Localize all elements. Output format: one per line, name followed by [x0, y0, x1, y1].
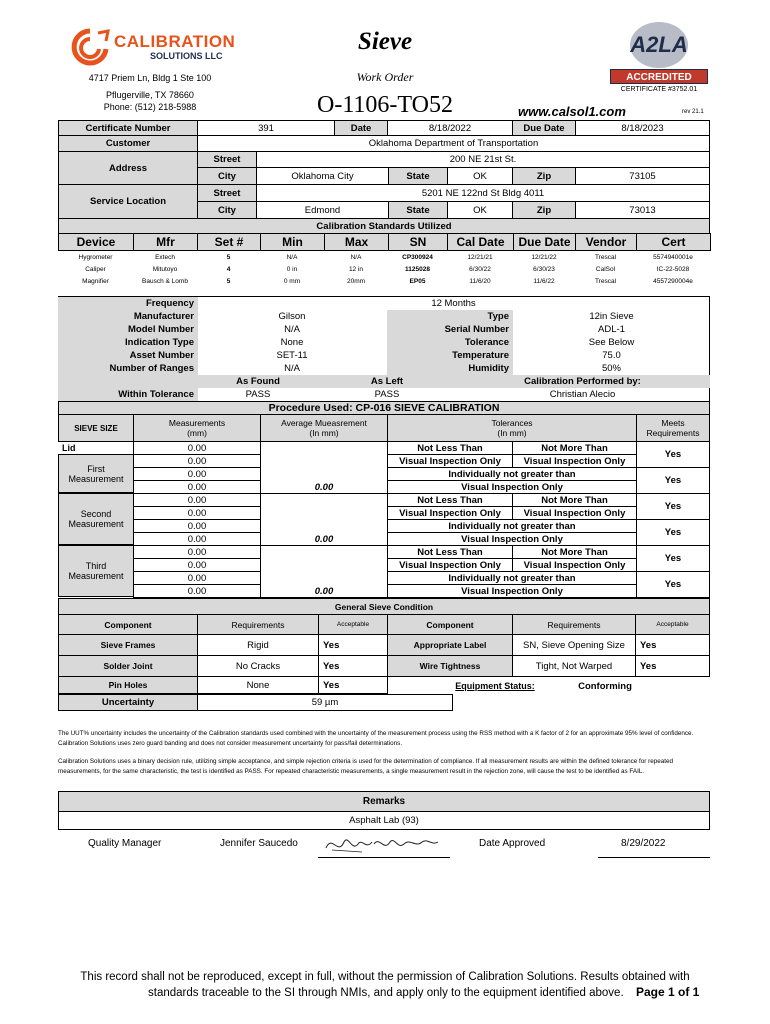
standards-col-header: SN: [388, 233, 448, 251]
accreditation-cert: CERTIFICATE #3752.01: [620, 86, 698, 93]
footer-line2: standards traceable to the SI through NMIs, and apply only to the equipment identified above.: [148, 987, 624, 999]
standards-cell: 4: [226, 265, 231, 273]
street-label: Street: [197, 151, 257, 168]
tol-visual-3: Visual Inspection Only: [387, 584, 637, 598]
accreditation-logo: [608, 22, 710, 100]
as-found-value: PASS: [245, 389, 271, 400]
tolerance-label: Tolerance: [387, 336, 513, 349]
tol-visual-1: Visual Inspection Only: [387, 558, 513, 572]
tol-individually: Individually not greater than: [387, 467, 637, 481]
cond-component: Pin Holes: [58, 676, 198, 694]
revision: rev 21.1: [682, 109, 704, 115]
address-label: Address: [58, 151, 198, 185]
meets-label: Meets: [661, 418, 685, 428]
svc-street-label: Street: [197, 184, 257, 202]
approval-role: Quality Manager: [88, 838, 162, 849]
uncertainty-value: 59 µm: [197, 694, 453, 711]
frequency-label: Frequency: [58, 297, 198, 310]
tolerances-header: [387, 414, 637, 442]
due-value: 8/18/2023: [575, 120, 710, 136]
measurement-value: 0.00: [133, 493, 261, 507]
group-name2: Measurement: [68, 519, 124, 529]
city-value: Oklahoma City: [256, 167, 389, 185]
cond-requirements-label-right: Requirements: [512, 614, 636, 635]
measurement-value: 0.00: [133, 519, 261, 533]
date-line: [598, 857, 710, 858]
tolerance-value: See Below: [588, 337, 635, 348]
standards-cell: CalSol: [595, 265, 616, 273]
cond-component-label-left: Component: [58, 614, 198, 635]
cond-requirement: Tight, Not Warped: [512, 655, 636, 677]
standards-cell: 1125028: [405, 265, 430, 273]
zip-label: Zip: [512, 167, 576, 185]
group-name1: First: [87, 463, 105, 474]
measurement-value: 0.00: [133, 467, 261, 481]
measurements-unit: (mm): [187, 428, 207, 438]
svc-city-label: City: [197, 201, 257, 219]
measurement-value: 0.00: [133, 506, 261, 520]
cond-component: Wire Tightness: [387, 655, 513, 677]
company-subname: SOLUTIONS LLC: [150, 51, 223, 61]
company-name: CALIBRATION: [114, 32, 236, 51]
as-left-value: PASS: [374, 389, 400, 400]
measurement-value: 0.00: [133, 558, 261, 572]
standards-cell: 5: [226, 277, 231, 285]
zip-value: 73105: [575, 167, 710, 185]
serial-value: ADL-1: [598, 324, 625, 335]
measurement-group-label: [58, 454, 134, 493]
remarks-title: Remarks: [58, 791, 710, 812]
date-approved-value: 8/29/2022: [621, 838, 666, 849]
address-line1: 4717 Priem Ln, Bldg 1 Ste 100: [88, 73, 212, 83]
standards-col-header: Mfr: [133, 233, 198, 251]
tol-visual-3: Visual Inspection Only: [387, 480, 637, 494]
standards-cell: 6/30/22: [469, 265, 491, 273]
standards-cell: Magnifier: [82, 277, 109, 285]
group-name1: Third: [85, 561, 107, 571]
indication-label: Indication Type: [58, 336, 198, 349]
cond-component: Appropriate Label: [387, 634, 513, 656]
street-value: 200 NE 21st St.: [256, 151, 710, 168]
average-measurement: 0.00: [260, 545, 388, 598]
website[interactable]: www.calsol1.com: [518, 104, 626, 119]
performed-value: Christian Alecio: [549, 389, 616, 400]
standards-cell: 11/6/22: [533, 277, 555, 285]
cond-acceptable: Yes: [318, 676, 388, 694]
measurement-value: 0.00: [133, 441, 261, 455]
cert-label: Certificate Number: [58, 120, 198, 136]
average-measurement: 0.00: [260, 441, 388, 494]
svc-state-value: OK: [447, 201, 513, 219]
svc-street-value: 5201 NE 122nd St Bldg 4011: [256, 184, 710, 202]
standards-cell: Trescal: [594, 277, 617, 285]
sieve-size-label: SIEVE SIZE: [58, 414, 134, 442]
standards-cell: Bausch & Lomb: [142, 277, 188, 285]
type-value: 12in Sieve: [589, 311, 634, 322]
indication-value: None: [280, 337, 304, 348]
a2la-letters: A2LA: [630, 32, 688, 57]
customer-label: Customer: [58, 135, 198, 152]
avg-header: [260, 414, 388, 442]
standards-cell: 12/21/21: [467, 253, 493, 261]
tol-visual-2: Visual Inspection Only: [512, 506, 637, 520]
cond-component-label-right: Component: [387, 614, 513, 635]
measurement-value: 0.00: [133, 545, 261, 559]
signature-image: [322, 830, 442, 858]
standards-col-header: Max: [324, 233, 389, 251]
model-label: Model Number: [58, 323, 198, 336]
standards-cell: 0 in: [286, 265, 298, 273]
group-name2: Measurement: [68, 571, 124, 581]
standards-col-header: Cert: [636, 233, 711, 251]
company-logo: [68, 27, 248, 67]
signature-line: [318, 857, 450, 858]
as-left-label: As Left: [319, 375, 455, 388]
date-value: 8/18/2022: [387, 120, 513, 136]
standards-cell: 5: [226, 253, 231, 261]
measurement-value: 0.00: [133, 454, 261, 468]
within-tolerance-label: Within Tolerance: [58, 388, 198, 401]
meets-requirement: Yes: [636, 545, 710, 572]
address-line2: Pflugerville, TX 78660: [106, 90, 194, 100]
equipment-status-value: Conforming: [578, 680, 632, 692]
meets-requirement: Yes: [636, 519, 710, 546]
temperature-label: Temperature: [387, 349, 513, 362]
cond-requirements-label-left: Requirements: [197, 614, 319, 635]
model-value: N/A: [284, 324, 300, 335]
humidity-label: Humidity: [387, 362, 513, 375]
ranges-label: Number of Ranges: [58, 362, 198, 375]
cond-component: Solder Joint: [58, 655, 198, 677]
tol-not-more-than: Not More Than: [512, 493, 637, 507]
uncertainty-label: Uncertainty: [58, 694, 198, 711]
measurements-header: [133, 414, 261, 442]
footer-line1: This record shall not be reproduced, except in full, without the permission of Calibration Solutions. Results obtained with: [80, 971, 690, 983]
standards-cell: CP300924: [402, 253, 433, 261]
svc-state-label: State: [388, 201, 448, 219]
measurement-value: 0.00: [133, 480, 261, 494]
tol-visual-2: Visual Inspection Only: [512, 558, 637, 572]
state-value: OK: [447, 167, 513, 185]
manufacturer-label: Manufacturer: [58, 310, 198, 323]
cond-acceptable-label-left: Acceptable: [318, 614, 388, 635]
measurement-value: 0.00: [133, 584, 261, 598]
doc-subtitle: Work Order: [356, 70, 414, 84]
service-location-label: Service Location: [58, 184, 198, 219]
procedure-title: Procedure Used: CP-016 SIEVE CALIBRATION: [58, 401, 710, 415]
tol-not-less-than: Not Less Than: [387, 493, 513, 507]
standards-col-header: Device: [58, 233, 134, 251]
cond-acceptable: Yes: [635, 655, 710, 677]
accredited-badge: ACCREDITED: [610, 69, 708, 84]
doc-title: Sieve: [357, 28, 413, 55]
tol-individually: Individually not greater than: [387, 571, 637, 585]
standards-cell: N/A: [286, 253, 298, 261]
tol-not-less-than: Not Less Than: [387, 441, 513, 455]
standards-col-header: Cal Date: [447, 233, 514, 251]
standards-cell: 0 mm: [283, 277, 301, 285]
standards-cell: Caliper: [85, 265, 106, 273]
asset-value: SET-11: [276, 350, 308, 361]
ranges-value: N/A: [284, 363, 300, 374]
group-name2: Measurement: [68, 473, 124, 484]
as-found-label: As Found: [197, 375, 319, 388]
meets-requirement: Yes: [636, 571, 710, 598]
type-label: Type: [387, 310, 513, 323]
manufacturer-value: Gilson: [278, 311, 306, 322]
cert-value: 391: [197, 120, 335, 136]
meets-requirement: Yes: [636, 441, 710, 468]
standards-cell: 20mm: [346, 277, 366, 285]
measurement-value: 0.00: [133, 571, 261, 585]
work-order-number: O-1106-TO52: [317, 92, 453, 118]
tol-individually: Individually not greater than: [387, 519, 637, 533]
page-number: Page 1 of 1: [636, 985, 700, 999]
approval-name: Jennifer Saucedo: [220, 838, 298, 849]
svc-zip-label: Zip: [512, 201, 576, 219]
standards-title: Calibration Standards Utilized: [58, 218, 710, 234]
meets-requirement: Yes: [636, 493, 710, 520]
standards-cell: EP05: [409, 277, 426, 285]
tol-visual-3: Visual Inspection Only: [387, 532, 637, 546]
cond-component: Sieve Frames: [58, 634, 198, 656]
standards-col-header: Vendor: [575, 233, 637, 251]
cond-requirement: SN, Sieve Opening Size: [512, 634, 636, 656]
due-label: Due Date: [512, 120, 576, 136]
meets-header: [636, 414, 710, 442]
standards-cell: 6/30/23: [533, 265, 555, 273]
asset-label: Asset Number: [58, 349, 198, 362]
tol-visual-1: Visual Inspection Only: [387, 454, 513, 468]
tol-visual-2: Visual Inspection Only: [512, 454, 637, 468]
standards-col-header: Set #: [197, 233, 261, 251]
cond-acceptable: Yes: [318, 634, 388, 656]
standards-cell: Hygrometer: [78, 253, 113, 261]
svc-city-value: Edmond: [256, 201, 389, 219]
date-label: Date: [334, 120, 388, 136]
cond-requirement: No Cracks: [197, 655, 319, 677]
standards-cell: 12/21/22: [531, 253, 557, 261]
avg-unit: (In mm): [309, 428, 339, 438]
frequency-value: 12 Months: [431, 298, 476, 309]
temperature-value: 75.0: [602, 350, 621, 361]
standards-cell: 11/6/20: [469, 277, 491, 285]
company-address: [70, 72, 230, 113]
avg-label: Average Mueasrement: [281, 418, 367, 428]
tol-not-more-than: Not More Than: [512, 441, 637, 455]
meets-label2: Requirements: [646, 428, 700, 438]
standards-cell: Trescal: [594, 253, 617, 261]
uut-note: The UUT% uncertainty includes the uncertainty of the Calibration standards used combined with the uncertainty of the measurement process using the RSS method with a K factor of 2 for an approximate 95% level of confidence. Calibration Solutions uses zero guard banding and does not consider measurement uncertainty for pass/fail determinations.: [58, 730, 694, 747]
svc-zip-value: 73013: [575, 201, 710, 219]
equipment-status-label: Equipment Status:: [455, 681, 535, 691]
standards-cell: Extech: [155, 253, 175, 261]
tol-visual-1: Visual Inspection Only: [387, 506, 513, 520]
calibration-swirl-icon: [68, 27, 112, 67]
measurement-value: 0.00: [133, 532, 261, 546]
standards-cell: 12 in: [348, 265, 364, 273]
measurement-group-label: [58, 545, 134, 597]
standards-col-header: Min: [260, 233, 325, 251]
standards-cell: IC-22-5028: [656, 265, 690, 273]
standards-cell: Mitutoyo: [152, 265, 178, 273]
standards-col-header: Due Date: [513, 233, 576, 251]
measurements-label: Measurements: [168, 418, 226, 428]
serial-label: Serial Number: [387, 323, 513, 336]
remarks-value: Asphalt Lab (93): [58, 811, 710, 830]
standards-cell: 5574940001e: [653, 253, 693, 261]
cond-requirement: None: [197, 676, 319, 694]
humidity-value: 50%: [601, 363, 621, 374]
meets-requirement: Yes: [636, 467, 710, 494]
standards-cell: N/A: [350, 253, 362, 261]
cond-acceptable: Yes: [318, 655, 388, 677]
cond-requirement: Rigid: [197, 634, 319, 656]
average-measurement: 0.00: [260, 493, 388, 546]
performed-label: Calibration Performed by:: [455, 375, 710, 388]
tolerances-unit: (In mm): [497, 428, 527, 438]
lid-label: Lid: [62, 442, 76, 453]
phone: Phone: (512) 218-5988: [103, 102, 197, 112]
state-label: State: [388, 167, 448, 185]
standards-cell: 4557290004e: [653, 277, 693, 285]
measurement-group-label: [58, 493, 134, 545]
decision-note: Calibration Solutions uses a binary decision rule, utilizing simple acceptance, and simple rejection criteria is used for the determination of compliance. If all measurement results are within the defined tolerance for repeated measurements, for the same characteristic, the test is identified as PASS. For repeated characteristic measurements, a single measurement result in the rejection zone, will cause the test to be identified as FAIL.: [58, 758, 673, 775]
cond-acceptable: Yes: [635, 634, 710, 656]
date-approved-label: Date Approved: [479, 838, 546, 849]
group-name1: Second: [80, 509, 112, 519]
tol-not-more-than: Not More Than: [512, 545, 637, 559]
city-label: City: [197, 167, 257, 185]
condition-title: General Sieve Condition: [58, 598, 710, 615]
cond-acceptable-label-right: Acceptable: [635, 614, 710, 635]
as-found-filler: [58, 375, 198, 388]
tolerances-label: Tolerances: [491, 418, 533, 428]
tol-not-less-than: Not Less Than: [387, 545, 513, 559]
customer-value: Oklahoma Department of Transportation: [197, 135, 710, 152]
